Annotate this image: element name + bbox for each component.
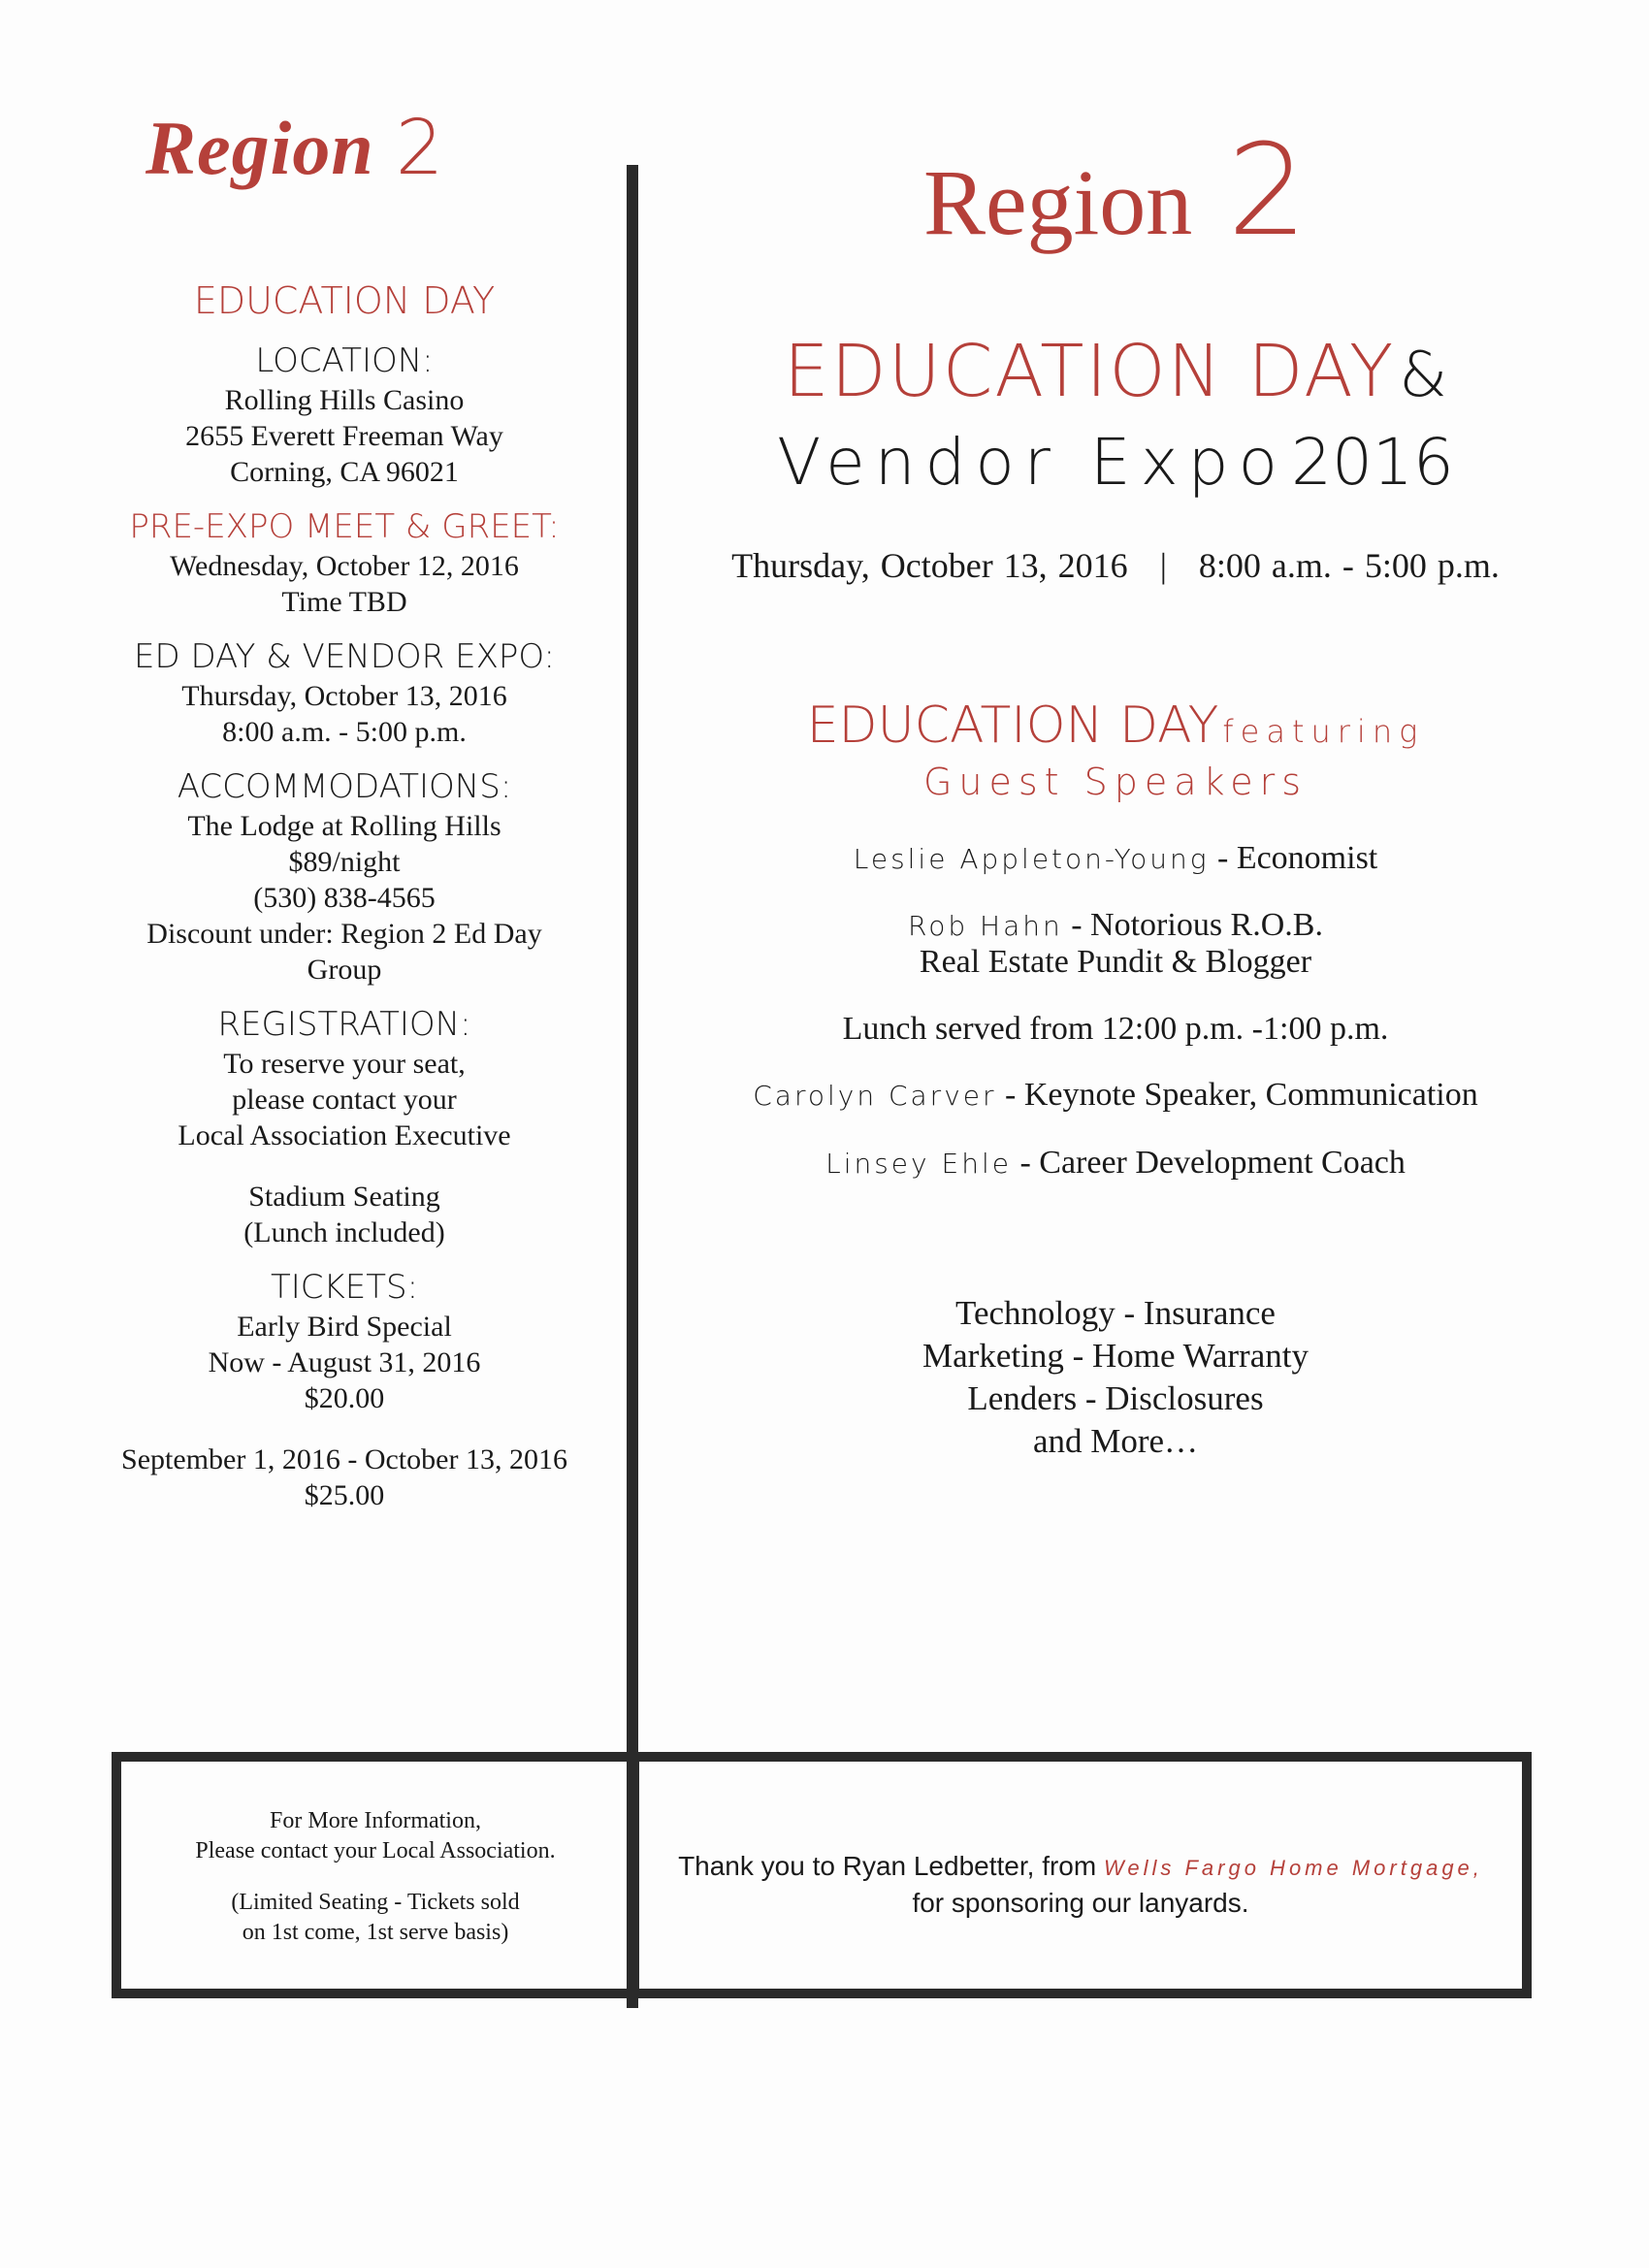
speaker-role: - Economist [1217,840,1378,876]
footer-info-line: For More Information, [270,1808,481,1833]
seating-line: (Lunch included) [243,1216,445,1248]
ed-day-line: 8:00 a.m. - 5:00 p.m. [222,716,467,748]
footer-info-line: Please contact your Local Association. [195,1838,556,1863]
speaker-role: - Career Development Coach [1019,1145,1406,1181]
location-section [92,341,597,490]
tickets-line: $20.00 [304,1382,385,1414]
featuring-word: featuring [1222,713,1425,750]
speaker-name: Leslie Appleton-Young [853,843,1210,875]
vendor-item: Technology - Insurance [955,1294,1276,1332]
location-line: Rolling Hills Casino [224,384,465,416]
accommodations-section [92,767,597,988]
headline-education-day: EDUCATION DAY [783,330,1396,413]
registration-line: Local Association Executive [178,1119,511,1151]
tickets-section [92,1268,597,1416]
vendor-list [650,1292,1581,1463]
location-label: LOCATION: [255,341,434,380]
sponsor-thanks [639,1849,1522,1921]
headline-year: 2016 [1290,425,1454,500]
lunch-text: Lunch served from 12:00 p.m. -1:00 p.m. [842,1011,1389,1047]
right-title [650,116,1581,264]
guest-speakers: Guest Speakers [922,761,1309,803]
event-date-time [650,545,1581,586]
accommodations-line: $89/night [288,846,401,878]
accommodations-label: ACCOMMODATIONS: [177,767,512,806]
logo-number: 2 [395,105,444,192]
speaker-row [650,840,1581,877]
vendor-item: and More… [1032,1422,1199,1460]
accommodations-line: Group [307,954,382,986]
pre-expo-section [92,507,597,620]
lunch-line [650,1011,1581,1048]
speaker-name: Linsey Ehle [825,1148,1012,1180]
title-word: Region [922,150,1193,254]
featuring-subheading [650,761,1581,803]
ed-day-line: Thursday, October 13, 2016 [181,680,507,712]
speaker-name: Carolyn Carver [753,1080,997,1112]
speaker-role-line-2 [650,944,1581,981]
headline-1 [650,330,1581,413]
tickets-line: Now - August 31, 2016 [208,1346,481,1378]
seating-section [92,1179,597,1250]
tickets-line: Early Bird Special [237,1311,452,1343]
seating-line: Stadium Seating [248,1181,440,1213]
tickets-late-line: September 1, 2016 - October 13, 2016 [121,1443,567,1475]
registration-section [92,1005,597,1153]
registration-label: REGISTRATION: [217,1005,471,1044]
speaker-name: Rob Hahn [908,910,1063,942]
accommodations-line: The Lodge at Rolling Hills [187,810,501,842]
featuring-heading [650,697,1581,755]
left-heading: EDUCATION DAY [193,279,496,322]
vendor-item: Lenders - Disclosures [967,1379,1264,1417]
speaker-role: - Keynote Speaker, Communication [1005,1077,1478,1113]
sponsor-name: Wells Fargo Home Mortgage, [1103,1856,1483,1880]
left-region-logo [146,105,514,202]
footer-note-line: on 1st come, 1st serve basis) [242,1920,509,1945]
speaker-row [650,907,1581,944]
speaker-row [650,1145,1581,1182]
pre-expo-line: Time TBD [281,586,407,618]
headline-vendor-expo: Vendor Expo [777,425,1287,500]
tickets-label: TICKETS: [270,1268,419,1307]
footer-info [121,1806,630,1948]
headline-ampersand: & [1399,340,1448,411]
headline-2 [650,425,1581,500]
speaker-row [650,1077,1581,1114]
speaker-role: Real Estate Pundit & Blogger [919,944,1312,980]
speaker-role: - Notorious R.O.B. [1071,907,1323,943]
ed-day-label: ED DAY & VENDOR EXPO: [133,637,555,676]
registration-line: To reserve your seat, [223,1048,466,1080]
date-separator: | [1159,546,1167,585]
event-date: Thursday, October 13, 2016 [731,546,1128,585]
logo-script: Region [146,106,374,190]
ed-day-section [92,637,597,750]
thanks-suffix: for sponsoring our lanyards. [912,1888,1249,1918]
featuring-education-day: EDUCATION DAY [806,697,1219,755]
tickets-late-section [92,1442,597,1513]
accommodations-line: (530) 838-4565 [253,882,436,914]
tickets-late-line: $25.00 [304,1479,385,1511]
vertical-divider [627,165,638,2008]
location-line: 2655 Everett Freeman Way [185,420,503,452]
footer-note-line: (Limited Seating - Tickets sold [231,1890,520,1915]
registration-line: please contact your [232,1084,457,1116]
event-time: 8:00 a.m. - 5:00 p.m. [1198,546,1500,585]
location-line: Corning, CA 96021 [230,456,459,488]
accommodations-line: Discount under: Region 2 Ed Day [146,918,542,950]
thanks-prefix: Thank you to Ryan Ledbetter, from [678,1851,1097,1881]
title-number: 2 [1227,116,1309,264]
pre-expo-line: Wednesday, October 12, 2016 [170,550,519,582]
vendor-item: Marketing - Home Warranty [922,1337,1309,1375]
left-column [92,279,597,1531]
pre-expo-label: PRE-EXPO MEET & GREET: [129,507,560,546]
